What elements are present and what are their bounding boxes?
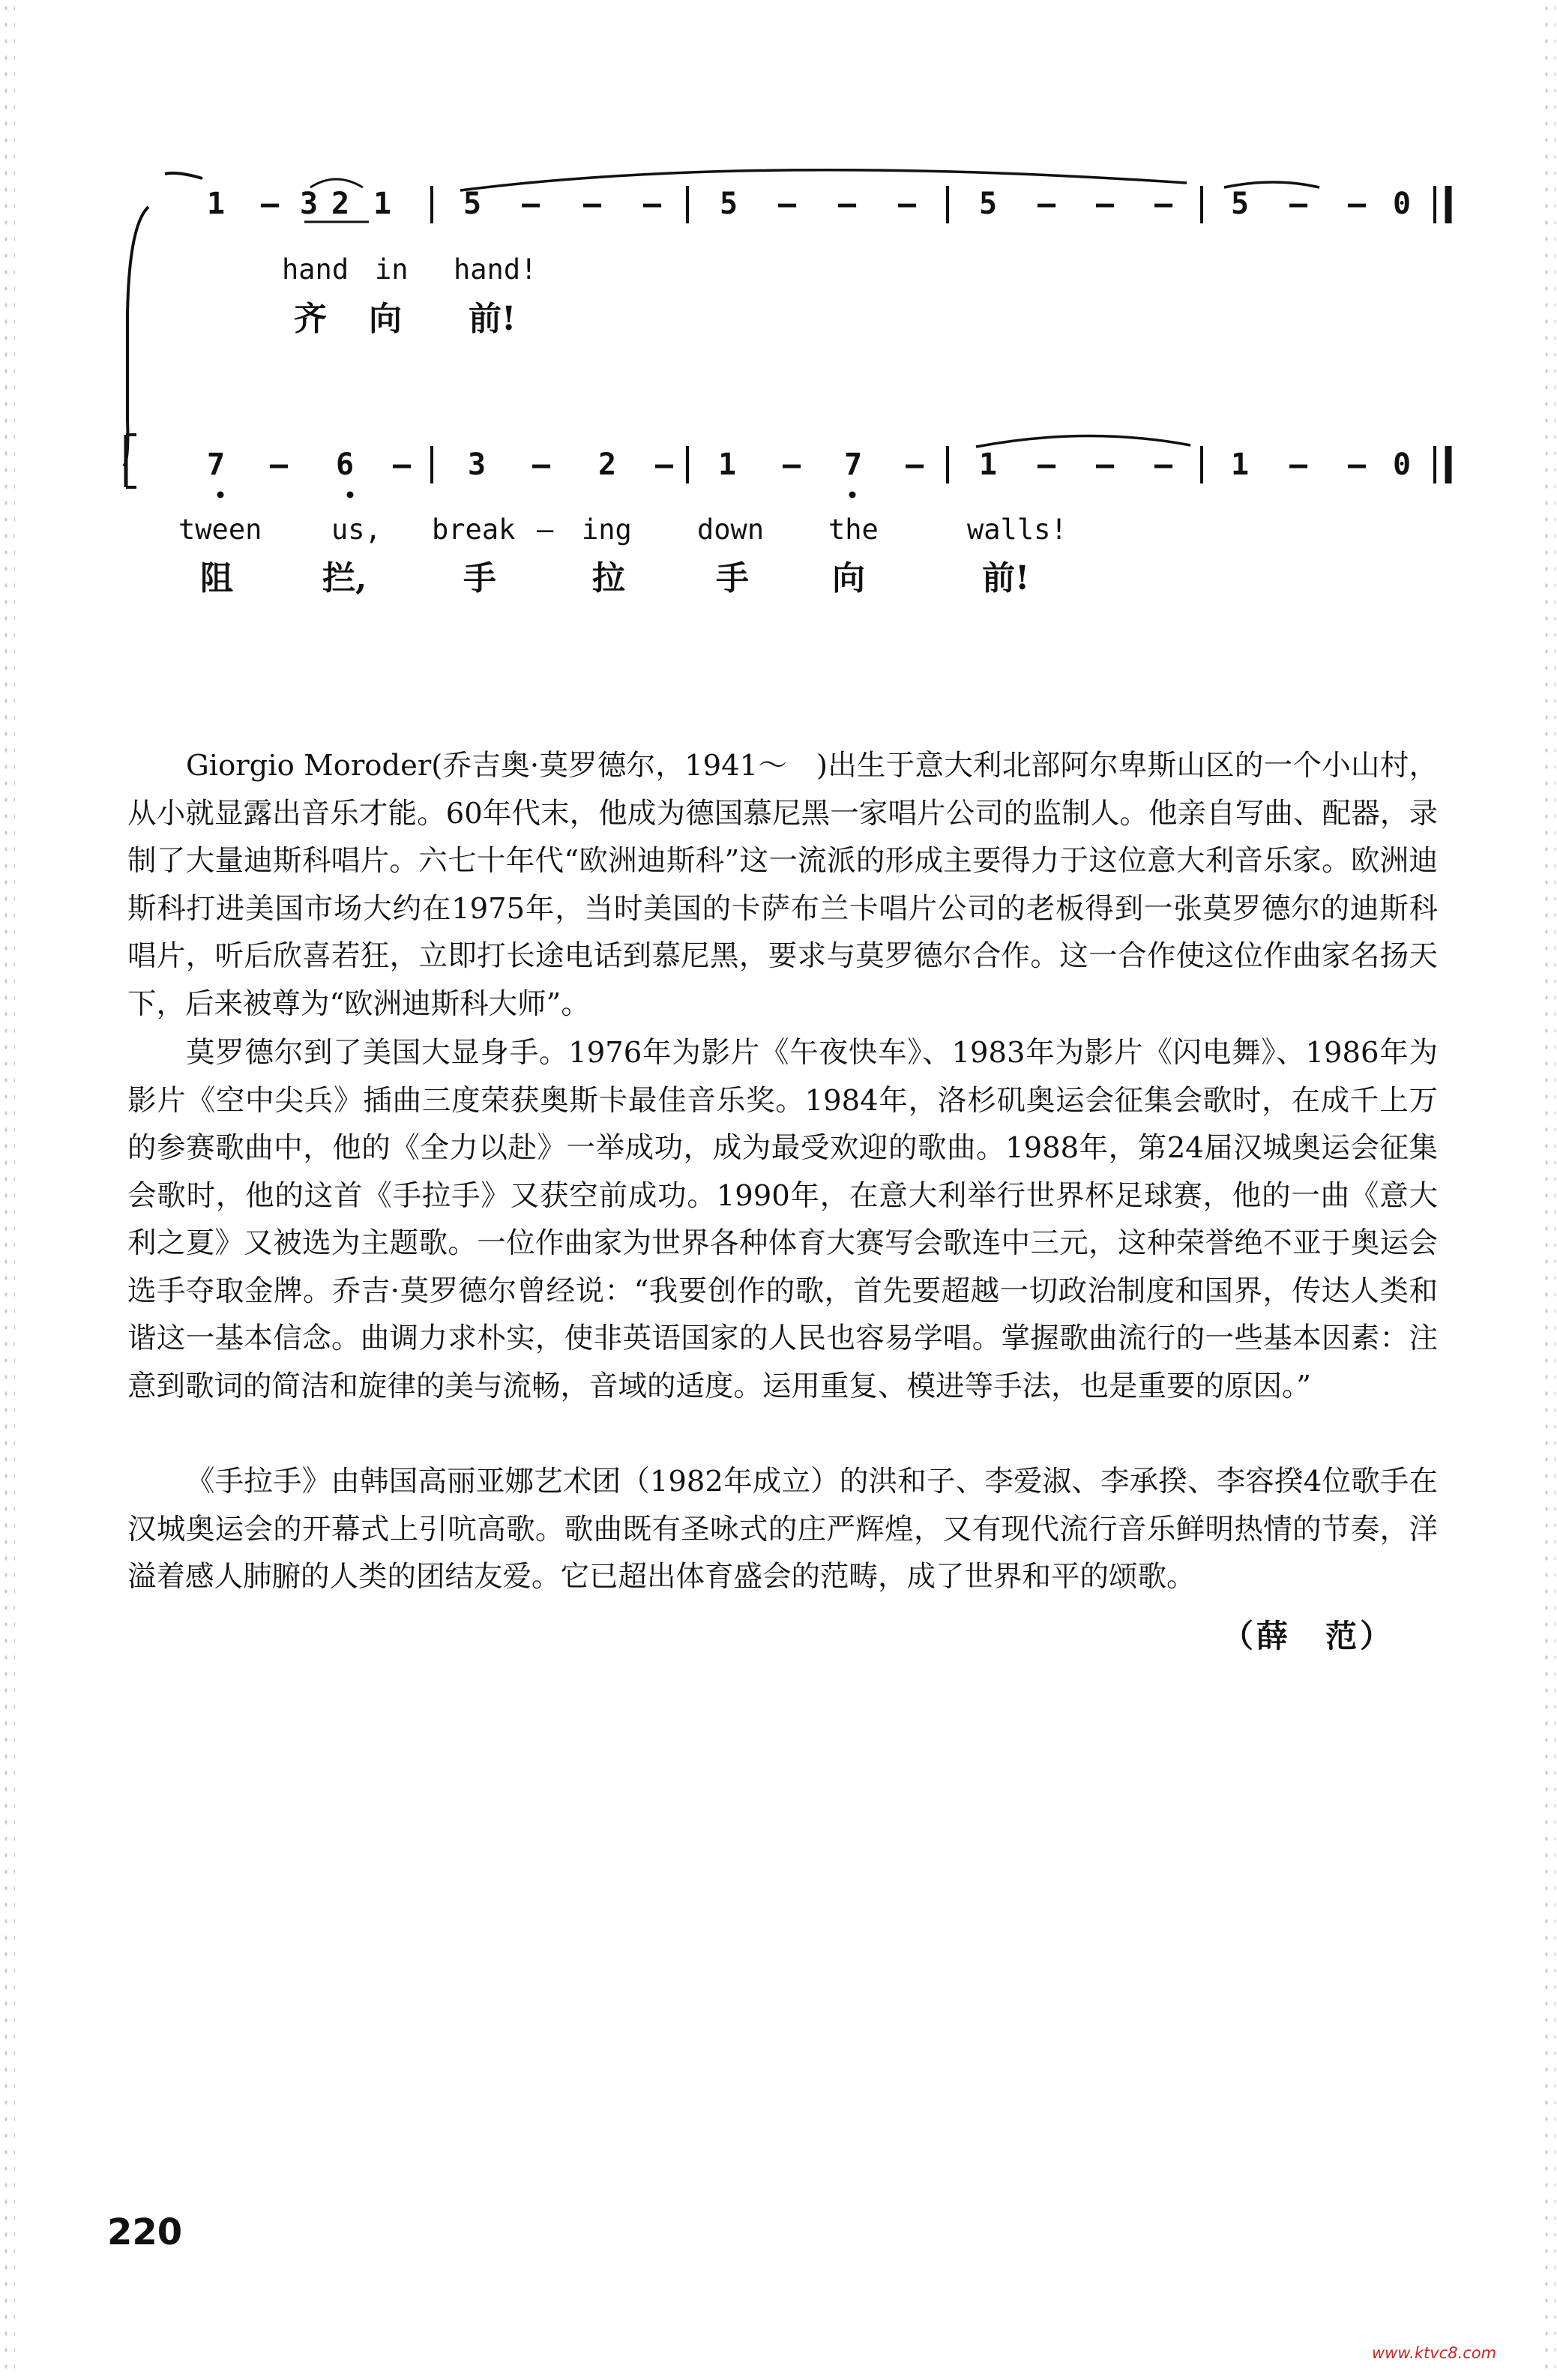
upper-lyric-zh-1: 向 bbox=[369, 300, 402, 338]
lower-note-12: 7 bbox=[843, 448, 863, 482]
lower-note-22: – bbox=[1347, 448, 1367, 482]
score-lines bbox=[0, 0, 1557, 675]
lower-octave-dot-7 bbox=[217, 492, 224, 498]
lower-lyric-zh-2: 手 bbox=[463, 559, 496, 597]
lower-note-2: 6 bbox=[335, 448, 355, 482]
lower-note-7: 2 bbox=[597, 448, 617, 482]
upper-lyric-en-0: hand bbox=[282, 253, 349, 286]
upper-note-8: – bbox=[582, 187, 602, 221]
upper-lyric-zh-0: 齐 bbox=[294, 300, 327, 338]
lower-note-5: 3 bbox=[467, 448, 487, 482]
lower-note-13: – bbox=[905, 448, 924, 482]
lower-lyric-zh-3: 拉 bbox=[592, 559, 625, 597]
upper-note-2: 3 bbox=[299, 187, 319, 221]
upper-note-18: – bbox=[1095, 187, 1115, 221]
lower-note-21: – bbox=[1289, 448, 1308, 482]
lower-note-17: – bbox=[1095, 448, 1115, 482]
upper-lyric-en-2: hand! bbox=[454, 253, 537, 286]
lower-lyric-zh-0: 阻 bbox=[200, 559, 233, 597]
lower-lyric-en-0: tween bbox=[178, 513, 262, 546]
upper-note-12: – bbox=[777, 187, 797, 221]
lower-note-11: – bbox=[782, 448, 801, 482]
upper-note-22: – bbox=[1289, 187, 1308, 221]
lower-lyric-en-7: walls! bbox=[967, 513, 1067, 546]
author-signature: （薛 范） bbox=[1222, 1618, 1395, 1654]
lower-lyric-en-6: the bbox=[828, 513, 879, 546]
upper-note-21: 5 bbox=[1230, 187, 1250, 221]
lower-note-8: – bbox=[654, 448, 674, 482]
upper-note-0: 1 bbox=[206, 187, 226, 221]
lower-tie bbox=[976, 436, 1190, 447]
lower-note-1: – bbox=[269, 448, 289, 482]
upper-note-4: 1 bbox=[373, 187, 392, 221]
site-watermark: www.ktvc8.com bbox=[1372, 2344, 1497, 2362]
numbered-notation-score bbox=[0, 0, 1557, 675]
upper-note-11: 5 bbox=[719, 187, 738, 221]
lower-lyric-zh-5: 向 bbox=[832, 559, 865, 597]
system-brace bbox=[124, 207, 148, 466]
lower-note-6: – bbox=[531, 448, 551, 482]
lower-lyric-zh-4: 手 bbox=[716, 559, 749, 597]
lower-note-20: 1 bbox=[1230, 448, 1250, 482]
lower-lyric-en-2: break bbox=[432, 513, 516, 546]
upper-note-14: – bbox=[897, 187, 917, 221]
upper-note-1: – bbox=[260, 187, 280, 221]
upper-note-6: 5 bbox=[463, 187, 482, 221]
lower-note-15: 1 bbox=[978, 448, 998, 482]
upper-note-19: – bbox=[1154, 187, 1173, 221]
lower-lyric-en-3: – bbox=[537, 513, 554, 546]
article-paragraph-3: 《手拉手》由韩国高丽亚娜艺术团（1982年成立）的洪和子、李爱淑、李承揆、李容揆4位歌手在汉城奥运会的开幕式上引吭高歌。歌曲既有圣咏式的庄严辉煌，又有现代流行音乐鲜明热情的节奏，洋溢着感人肺腑的人类的团结友爱。它已超出体育盛会的范畴，成了世界和平的颂歌。 bbox=[127, 1465, 1438, 1594]
upper-note-24: 0 bbox=[1392, 187, 1412, 221]
lower-note-23: 0 bbox=[1392, 448, 1412, 482]
lower-note-18: – bbox=[1154, 448, 1173, 482]
upper-note-13: – bbox=[837, 187, 857, 221]
lower-lyric-zh-6: 前! bbox=[982, 559, 1030, 597]
lower-note-0: 7 bbox=[206, 448, 226, 482]
upper-note-9: – bbox=[642, 187, 662, 221]
article-paragraph-2: 莫罗德尔到了美国大显身手。1976年为影片《午夜快车》、1983年为影片《闪电舞》、1986年为影片《空中尖兵》插曲三度荣获奥斯卡最佳音乐奖。1984年，洛杉矶奥运会征集会歌时，在成千上万的参赛歌曲中，他的《全力以赴》一举成功，成为最受欢迎的歌曲。1988年，第24届汉城奥运会征集会歌时，他的这首《手拉手》又获空前成功。1990年，在意大利举行世界杯足球赛，他的一曲《意大利之夏》又被选为主题歌。一位作曲家为世界各种体育大赛写会歌连中三元，这种荣誉绝不亚于奥运会选手夺取金牌。乔吉·莫罗德尔曾经说：“我要创作的歌，首先要超越一切政治制度和国界，传达人类和谐这一基本信念。曲调力求朴实，使非英语国家的人民也容易学唱。掌握歌曲流行的一些基本因素：注意到歌词的简洁和旋律的美与流畅，音域的适度。运用重复、模进等手法，也是重要的原因。” bbox=[127, 1036, 1438, 1403]
upper-lyric-en-1: in bbox=[375, 253, 409, 286]
lower-lyric-zh-1: 拦, bbox=[322, 559, 367, 597]
lower-octave-dot-6 bbox=[347, 492, 354, 498]
lower-lyric-en-1: us, bbox=[331, 513, 382, 546]
page-number: 220 bbox=[107, 2211, 183, 2253]
upper-note-3: 2 bbox=[331, 187, 350, 221]
lower-note-16: – bbox=[1037, 448, 1056, 482]
upper-note-23: – bbox=[1347, 187, 1367, 221]
article-paragraph-1: Giorgio Moroder(乔吉奥·莫罗德尔，1941～ )出生于意大利北部阿尔卑斯山区的一个小山村，从小就显露出音乐才能。60年代末，他成为德国慕尼黑一家唱片公司的监制人。他亲自写曲、配器，录制了大量迪斯科唱片。六七十年代“欧洲迪斯科”这一流派的形成主要得力于这位意大利音乐家。欧洲迪斯科打进美国市场大约在1975年，当时美国的卡萨布兰卡唱片公司的老板得到一张莫罗德尔的迪斯科唱片，听后欣喜若狂，立即打长途电话到慕尼黑，要求与莫罗德尔合作。这一合作使这位作曲家名扬天下，后来被尊为“欧洲迪斯科大师”。 bbox=[127, 749, 1438, 1021]
upper-lyric-zh-2: 前! bbox=[469, 300, 517, 338]
lower-octave-dot-7b bbox=[849, 492, 856, 498]
upper-long-tie bbox=[460, 170, 1187, 190]
lower-note-3: – bbox=[392, 448, 412, 482]
upper-note-7: – bbox=[521, 187, 540, 221]
upper-staff-open-tie bbox=[165, 173, 202, 178]
upper-note-16: 5 bbox=[978, 187, 998, 221]
lower-lyric-en-5: down bbox=[697, 513, 765, 546]
upper-note-17: – bbox=[1037, 187, 1056, 221]
lower-lyric-en-4: ing bbox=[582, 513, 632, 546]
lower-note-10: 1 bbox=[717, 448, 737, 482]
